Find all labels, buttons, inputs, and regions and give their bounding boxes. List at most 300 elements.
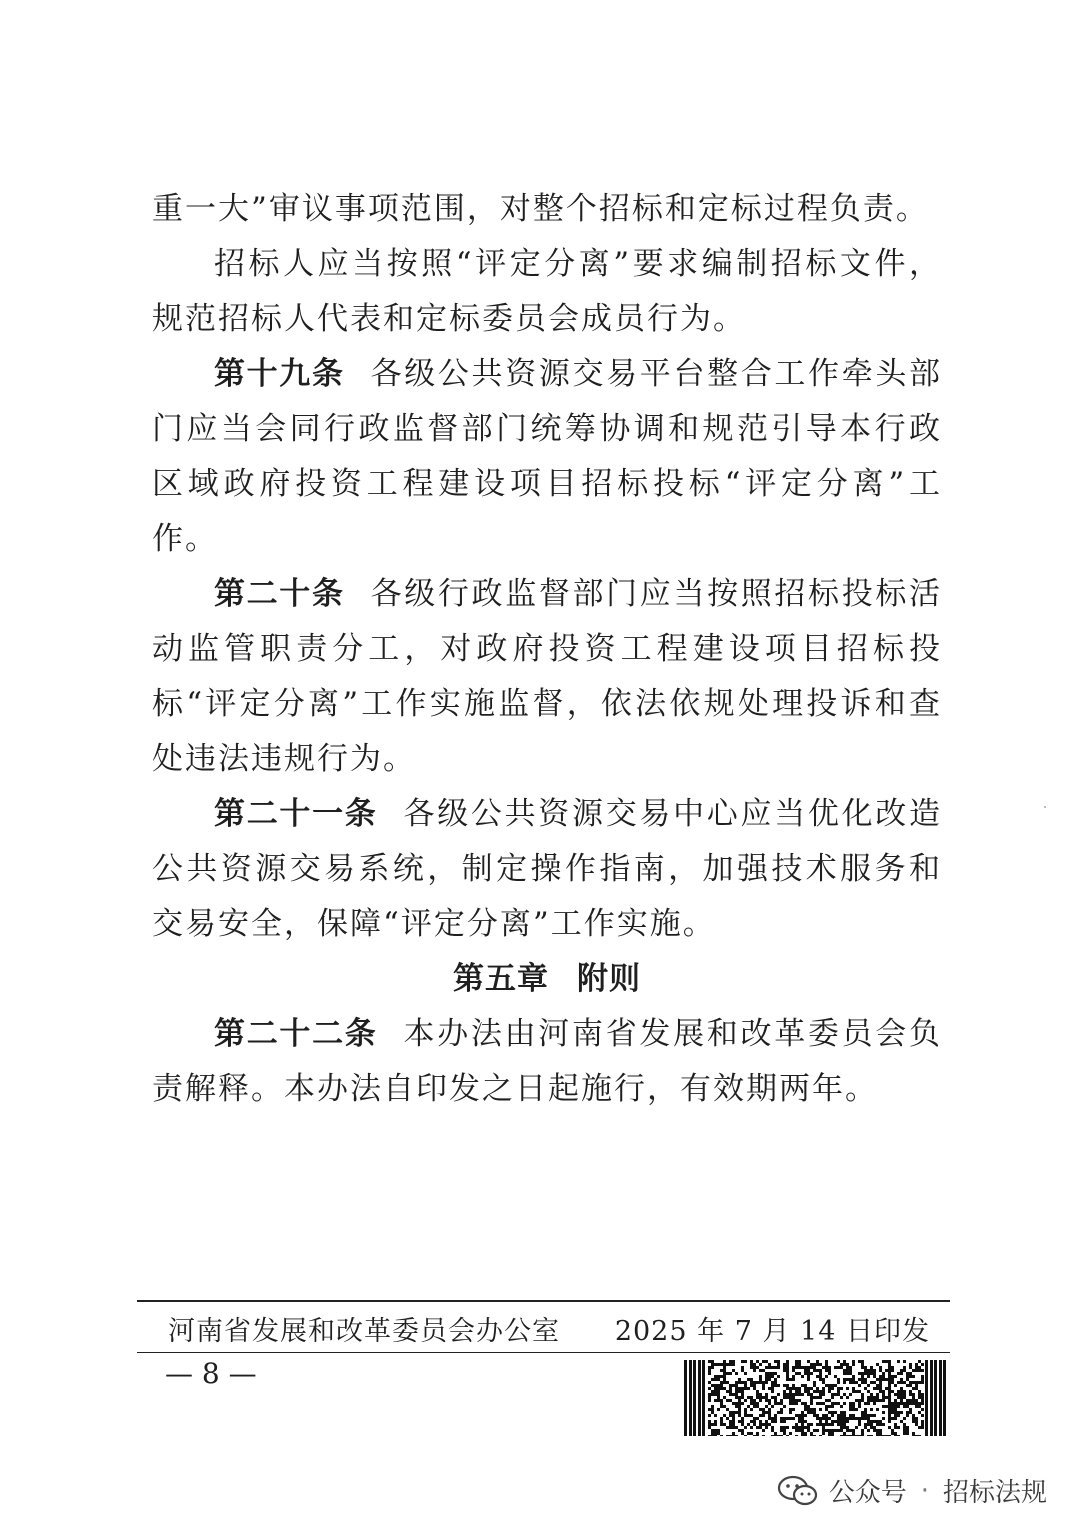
barcode-module xyxy=(828,1405,831,1408)
barcode-module xyxy=(789,1393,792,1396)
barcode-module xyxy=(834,1429,837,1432)
barcode-module xyxy=(825,1366,828,1369)
barcode-module xyxy=(846,1396,849,1399)
barcode-module xyxy=(897,1402,900,1405)
barcode-module xyxy=(855,1435,858,1436)
barcode-module xyxy=(810,1396,813,1399)
barcode-module xyxy=(747,1387,750,1390)
barcode-module xyxy=(831,1411,834,1414)
barcode-module xyxy=(807,1372,810,1375)
barcode-module xyxy=(774,1420,777,1423)
barcode-module xyxy=(732,1432,735,1435)
barcode-module xyxy=(768,1366,771,1369)
barcode-module xyxy=(900,1402,903,1405)
barcode-module xyxy=(834,1411,837,1414)
barcode-module xyxy=(714,1435,717,1436)
barcode-module xyxy=(906,1426,909,1429)
barcode-module xyxy=(813,1414,816,1417)
barcode-module xyxy=(789,1387,792,1390)
barcode-module xyxy=(786,1372,789,1375)
barcode-module xyxy=(900,1399,903,1402)
barcode-module xyxy=(765,1411,768,1414)
barcode-module xyxy=(819,1390,822,1393)
barcode-module xyxy=(843,1393,846,1396)
barcode-module xyxy=(915,1435,918,1436)
watermark-separator: · xyxy=(920,1475,929,1506)
barcode-module xyxy=(777,1435,780,1436)
barcode-module xyxy=(780,1426,783,1429)
article-text: 本办法由河南省发展和改革委员会负责解释。本办法自印发之日起施行，有效期两年。 xyxy=(152,1016,942,1107)
barcode-module xyxy=(795,1429,798,1432)
barcode-module xyxy=(750,1396,753,1399)
barcode-module xyxy=(864,1378,867,1381)
barcode-module xyxy=(897,1390,900,1393)
barcode-module xyxy=(813,1429,816,1432)
barcode-module xyxy=(771,1372,774,1375)
barcode-module xyxy=(786,1393,789,1396)
barcode-module xyxy=(741,1402,744,1405)
barcode-module xyxy=(879,1429,882,1432)
barcode-module xyxy=(876,1393,879,1396)
barcode-module xyxy=(894,1408,897,1411)
barcode-module xyxy=(762,1384,765,1387)
barcode-module xyxy=(882,1360,885,1363)
barcode-module xyxy=(900,1420,903,1423)
barcode-module xyxy=(771,1426,774,1429)
barcode-module xyxy=(816,1360,819,1363)
barcode-module xyxy=(717,1393,720,1396)
barcode-module xyxy=(717,1432,720,1435)
barcode-module xyxy=(810,1399,813,1402)
barcode-module xyxy=(792,1378,795,1381)
barcode-module xyxy=(765,1423,768,1426)
barcode-module xyxy=(870,1423,873,1426)
barcode-module xyxy=(888,1435,891,1436)
barcode-module xyxy=(861,1393,864,1396)
barcode-module xyxy=(918,1393,921,1396)
barcode-module xyxy=(912,1396,915,1399)
barcode-module xyxy=(717,1396,720,1399)
barcode-module xyxy=(777,1366,780,1369)
barcode-module xyxy=(846,1363,849,1366)
barcode-module xyxy=(819,1423,822,1426)
barcode-module xyxy=(825,1360,828,1363)
barcode-module xyxy=(912,1414,915,1417)
barcode-module xyxy=(888,1399,891,1402)
barcode-module xyxy=(765,1381,768,1384)
barcode-module xyxy=(921,1426,924,1429)
barcode-module xyxy=(810,1393,813,1396)
barcode-module xyxy=(801,1417,804,1420)
barcode-module xyxy=(858,1405,861,1408)
barcode-module xyxy=(885,1360,888,1363)
barcode-module xyxy=(774,1384,777,1387)
barcode-module xyxy=(711,1408,714,1411)
barcode-module xyxy=(729,1360,732,1363)
barcode-module xyxy=(741,1366,744,1369)
barcode-module xyxy=(762,1411,765,1414)
chapter-heading xyxy=(152,952,942,1007)
barcode-module xyxy=(903,1402,906,1405)
barcode-module xyxy=(843,1402,846,1405)
barcode-module xyxy=(756,1390,759,1393)
barcode-module xyxy=(708,1372,711,1375)
barcode-module xyxy=(783,1417,786,1420)
barcode-module xyxy=(810,1363,813,1366)
barcode-module xyxy=(858,1390,861,1393)
barcode-module xyxy=(885,1396,888,1399)
barcode-module xyxy=(870,1366,873,1369)
barcode-module xyxy=(816,1387,819,1390)
barcode-module xyxy=(855,1408,858,1411)
barcode-module xyxy=(741,1423,744,1426)
barcode-module xyxy=(900,1381,903,1384)
barcode-module xyxy=(765,1426,768,1429)
barcode-module xyxy=(789,1432,792,1435)
barcode-module xyxy=(873,1369,876,1372)
barcode-module xyxy=(774,1372,777,1375)
barcode-module xyxy=(888,1378,891,1381)
barcode-module xyxy=(876,1432,879,1435)
issuing-office: 河南省发展和改革委员会办公室 xyxy=(168,1316,560,1347)
barcode-module xyxy=(849,1366,852,1369)
barcode-module xyxy=(843,1381,846,1384)
barcode-module xyxy=(750,1363,753,1366)
barcode-module xyxy=(903,1366,906,1369)
barcode-module xyxy=(801,1423,804,1426)
barcode-module xyxy=(888,1402,891,1405)
barcode-module xyxy=(867,1390,870,1393)
barcode-module xyxy=(720,1369,723,1372)
barcode-module xyxy=(798,1363,801,1366)
barcode-module xyxy=(861,1372,864,1375)
barcode-module xyxy=(750,1360,753,1363)
barcode-module xyxy=(822,1432,825,1435)
barcode-module xyxy=(846,1372,849,1375)
barcode-module xyxy=(861,1411,864,1414)
barcode-module xyxy=(765,1393,768,1396)
barcode-module xyxy=(750,1420,753,1423)
barcode-module xyxy=(741,1393,744,1396)
barcode-module xyxy=(879,1432,882,1435)
barcode-module xyxy=(873,1375,876,1378)
barcode-module xyxy=(921,1363,924,1366)
barcode-module xyxy=(903,1432,906,1435)
barcode-module xyxy=(891,1369,894,1372)
barcode-module xyxy=(934,1360,937,1436)
barcode-module xyxy=(804,1435,807,1436)
barcode-module xyxy=(714,1375,717,1378)
barcode-module xyxy=(786,1384,789,1387)
barcode-module xyxy=(798,1420,801,1423)
barcode-module xyxy=(798,1399,801,1402)
barcode-module xyxy=(771,1384,774,1387)
barcode-module xyxy=(876,1384,879,1387)
barcode-module xyxy=(708,1396,711,1399)
barcode-module xyxy=(909,1366,912,1369)
barcode-module xyxy=(771,1435,774,1436)
barcode-module xyxy=(903,1423,906,1426)
barcode-module xyxy=(786,1378,789,1381)
barcode-module xyxy=(864,1408,867,1411)
barcode-module xyxy=(759,1414,762,1417)
barcode-module xyxy=(903,1429,906,1432)
barcode-module xyxy=(897,1381,900,1384)
barcode-module xyxy=(819,1402,822,1405)
barcode-module xyxy=(765,1420,768,1423)
barcode-module xyxy=(930,1360,933,1436)
barcode-module xyxy=(879,1375,882,1378)
barcode-module xyxy=(828,1384,831,1387)
barcode-module xyxy=(888,1363,891,1366)
barcode-module xyxy=(909,1384,912,1387)
barcode-module xyxy=(804,1402,807,1405)
barcode-module xyxy=(912,1420,915,1423)
barcode-module xyxy=(807,1423,810,1426)
barcode-module xyxy=(747,1405,750,1408)
barcode-module xyxy=(753,1399,756,1402)
barcode-module xyxy=(891,1408,894,1411)
barcode-module xyxy=(756,1381,759,1384)
barcode-module xyxy=(771,1375,774,1378)
barcode-module xyxy=(894,1432,897,1435)
barcode-module xyxy=(903,1405,906,1408)
barcode-module xyxy=(891,1375,894,1378)
barcode-module xyxy=(741,1396,744,1399)
barcode-module xyxy=(807,1429,810,1432)
barcode-module xyxy=(816,1396,819,1399)
barcode-module xyxy=(864,1426,867,1429)
barcode-module xyxy=(693,1360,696,1436)
barcode-module xyxy=(732,1360,735,1363)
barcode-module xyxy=(801,1435,804,1436)
barcode-module xyxy=(897,1372,900,1375)
barcode-module xyxy=(720,1423,723,1426)
barcode-module xyxy=(888,1414,891,1417)
barcode-module xyxy=(867,1414,870,1417)
barcode-module xyxy=(900,1378,903,1381)
barcode-module xyxy=(870,1420,873,1423)
barcode-module xyxy=(711,1363,714,1366)
barcode-module xyxy=(762,1414,765,1417)
barcode-module xyxy=(894,1414,897,1417)
barcode-module xyxy=(753,1369,756,1372)
barcode-module xyxy=(804,1369,807,1372)
barcode-module xyxy=(849,1405,852,1408)
barcode-module xyxy=(804,1372,807,1375)
barcode-module xyxy=(768,1411,771,1414)
barcode-module xyxy=(885,1387,888,1390)
barcode-module xyxy=(858,1399,861,1402)
barcode-module xyxy=(768,1423,771,1426)
barcode-module xyxy=(756,1405,759,1408)
barcode-module xyxy=(825,1408,828,1411)
barcode-module xyxy=(738,1402,741,1405)
barcode-module xyxy=(864,1369,867,1372)
barcode-module xyxy=(738,1420,741,1423)
barcode-module xyxy=(726,1426,729,1429)
barcode-module xyxy=(729,1384,732,1387)
barcode-module xyxy=(786,1396,789,1399)
barcode-module xyxy=(903,1417,906,1420)
barcode-module xyxy=(879,1378,882,1381)
barcode-module xyxy=(925,1360,928,1436)
barcode-module xyxy=(894,1411,897,1414)
barcode-module xyxy=(798,1366,801,1369)
barcode-module xyxy=(765,1399,768,1402)
barcode-module xyxy=(873,1420,876,1423)
barcode-module xyxy=(867,1396,870,1399)
barcode-module xyxy=(810,1411,813,1414)
barcode-module xyxy=(894,1435,897,1436)
barcode-module xyxy=(921,1402,924,1405)
barcode-module xyxy=(729,1423,732,1426)
barcode-module xyxy=(873,1402,876,1405)
barcode-module xyxy=(711,1432,714,1435)
barcode-module xyxy=(738,1414,741,1417)
barcode-module xyxy=(894,1402,897,1405)
barcode-module xyxy=(834,1366,837,1369)
barcode-module xyxy=(795,1423,798,1426)
barcode-module xyxy=(708,1381,711,1384)
barcode-module xyxy=(711,1435,714,1436)
barcode-module xyxy=(708,1360,711,1363)
barcode-module xyxy=(720,1375,723,1378)
barcode-module xyxy=(723,1378,726,1381)
barcode-module xyxy=(741,1429,744,1432)
barcode-module xyxy=(750,1414,753,1417)
barcode-module xyxy=(849,1417,852,1420)
barcode-module xyxy=(801,1393,804,1396)
barcode-module xyxy=(819,1435,822,1436)
barcode-module xyxy=(891,1429,894,1432)
barcode-module xyxy=(774,1432,777,1435)
barcode-module xyxy=(882,1393,885,1396)
barcode-module xyxy=(804,1384,807,1387)
barcode-module xyxy=(777,1360,780,1363)
barcode-module xyxy=(762,1429,765,1432)
barcode-module xyxy=(882,1378,885,1381)
barcode-module xyxy=(768,1414,771,1417)
barcode-module xyxy=(774,1417,777,1420)
barcode-module xyxy=(762,1435,765,1436)
barcode-module xyxy=(858,1378,861,1381)
barcode-module xyxy=(783,1396,786,1399)
barcode-module xyxy=(786,1360,789,1363)
barcode-module xyxy=(852,1414,855,1417)
barcode-module xyxy=(888,1420,891,1423)
barcode-module xyxy=(759,1381,762,1384)
barcode-module xyxy=(780,1411,783,1414)
barcode-module xyxy=(750,1408,753,1411)
barcode-module xyxy=(921,1414,924,1417)
barcode-module xyxy=(858,1402,861,1405)
barcode-module xyxy=(798,1426,801,1429)
barcode-module xyxy=(780,1399,783,1402)
barcode-module xyxy=(810,1435,813,1436)
barcode-module xyxy=(891,1381,894,1384)
barcode-module xyxy=(768,1387,771,1390)
barcode-module xyxy=(738,1390,741,1393)
barcode-module xyxy=(723,1423,726,1426)
barcode-module xyxy=(867,1423,870,1426)
barcode-module xyxy=(714,1423,717,1426)
barcode-module xyxy=(918,1426,921,1429)
barcode-module xyxy=(828,1423,831,1426)
barcode-module xyxy=(897,1405,900,1408)
barcode-module xyxy=(897,1426,900,1429)
barcode-module xyxy=(852,1402,855,1405)
article-text: 各级行政监督部门应当按照招标投标活动监管职责分工，对政府投资工程建设项目招标投标“评定分离”工作实施监督，依法依规处理投诉和查处违法违规行为。 xyxy=(152,576,943,777)
barcode-module xyxy=(918,1396,921,1399)
barcode-module xyxy=(789,1408,792,1411)
barcode-module xyxy=(792,1375,795,1378)
barcode-module xyxy=(912,1375,915,1378)
barcode-module xyxy=(903,1381,906,1384)
barcode-module xyxy=(780,1429,783,1432)
barcode-module xyxy=(708,1366,711,1369)
barcode-module xyxy=(825,1363,828,1366)
barcode-module xyxy=(717,1378,720,1381)
barcode-module xyxy=(888,1405,891,1408)
barcode-module xyxy=(831,1432,834,1435)
barcode-module xyxy=(795,1399,798,1402)
barcode-module xyxy=(744,1381,747,1384)
barcode-module xyxy=(846,1378,849,1381)
barcode-module xyxy=(711,1360,714,1363)
barcode-module xyxy=(729,1387,732,1390)
barcode-module xyxy=(840,1423,843,1426)
barcode-module xyxy=(915,1366,918,1369)
watermark-account: 招标法规 xyxy=(942,1478,1047,1508)
barcode-module xyxy=(837,1360,840,1363)
barcode-module xyxy=(807,1393,810,1396)
barcode-module xyxy=(912,1432,915,1435)
barcode-module xyxy=(858,1417,861,1420)
barcode-module xyxy=(864,1381,867,1384)
chapter-title: 附则 xyxy=(577,961,641,997)
barcode-module xyxy=(735,1435,738,1436)
barcode-module xyxy=(753,1402,756,1405)
document-barcode xyxy=(684,1360,946,1436)
barcode-module xyxy=(921,1408,924,1411)
barcode-module xyxy=(843,1369,846,1372)
barcode-module xyxy=(894,1375,897,1378)
barcode-module xyxy=(792,1369,795,1372)
barcode-module xyxy=(789,1411,792,1414)
barcode-module xyxy=(798,1360,801,1363)
barcode-module xyxy=(909,1408,912,1411)
barcode-module xyxy=(744,1387,747,1390)
article-number: 第十九条 xyxy=(214,356,345,392)
barcode-module xyxy=(774,1381,777,1384)
barcode-module xyxy=(801,1420,804,1423)
barcode-module xyxy=(801,1432,804,1435)
barcode-module xyxy=(888,1384,891,1387)
barcode-module xyxy=(714,1393,717,1396)
barcode-module xyxy=(726,1381,729,1384)
barcode-module xyxy=(759,1375,762,1378)
barcode-module xyxy=(915,1387,918,1390)
barcode-module xyxy=(843,1417,846,1420)
barcode-module xyxy=(891,1402,894,1405)
barcode-module xyxy=(747,1378,750,1381)
barcode-module xyxy=(750,1399,753,1402)
barcode-module xyxy=(873,1429,876,1432)
barcode-module xyxy=(723,1396,726,1399)
barcode-module xyxy=(822,1426,825,1429)
barcode-module xyxy=(732,1402,735,1405)
